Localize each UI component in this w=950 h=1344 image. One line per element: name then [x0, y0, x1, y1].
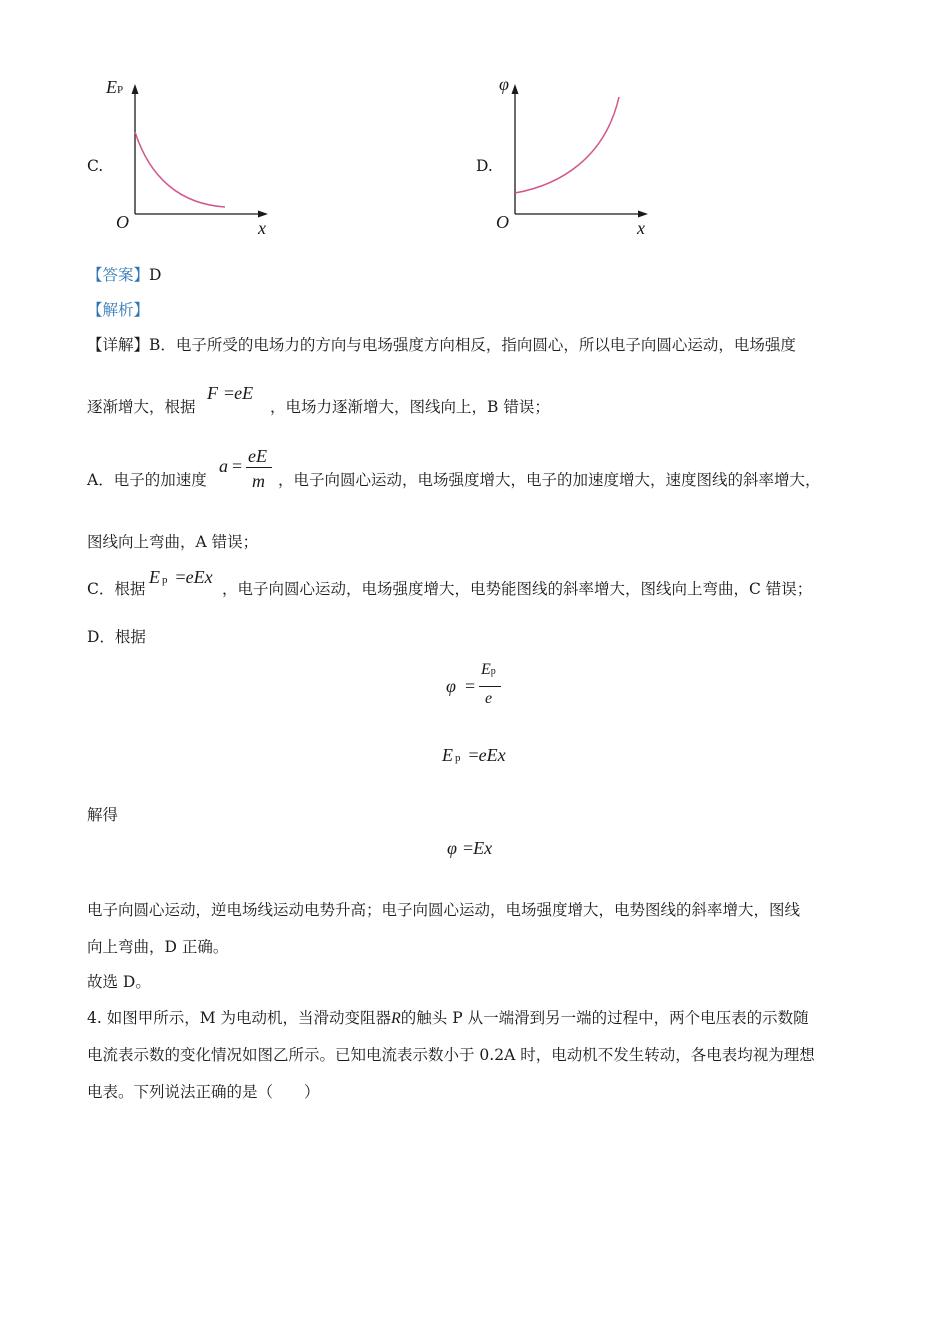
detail-d-conclusion-2: 向上弯曲，D 正确。: [87, 938, 229, 956]
y-axis-arrow: [132, 84, 139, 94]
formula-a-fraction-bar: [246, 467, 272, 468]
detail-d-conclusion-1: 电子向圆心运动，逆电场线运动电势升高；电子向圆心运动，电场强度增大，电势图线的斜率增大，图线: [87, 901, 801, 919]
detail-d-pre: D．根据: [87, 628, 146, 646]
eq1-denominator: e: [485, 690, 493, 707]
option-d-origin: O: [496, 212, 509, 232]
detail-b-line1: 【详解】B．电子所受的电场力的方向与电场强度方向相反，指向圆心，所以电子向圆心运动，电场强度: [87, 336, 796, 354]
q4-line3: 电表。下列说法正确的是（ ）: [87, 1083, 320, 1101]
option-d-y-label: φ: [499, 74, 509, 94]
answer-line: [87, 268, 161, 284]
detail-a-post: ，电子向圆心运动，电场强度增大，电子的加速度增大，速度图线的斜率增大，: [278, 471, 821, 489]
q4-line2: 电流表示数的变化情况如图乙所示。已知电流表示数小于 0.2A 时，电动机不发生转动，各电表均视为理想: [87, 1046, 815, 1064]
answer-value: D: [149, 266, 162, 284]
eq1-eq: =: [465, 676, 476, 696]
analysis-tag: 【解析】: [87, 301, 150, 319]
eq1-fraction-bar: [479, 686, 501, 687]
x-axis-arrow: [258, 211, 268, 218]
detail-c-pre: C．根据: [87, 580, 146, 598]
formula-a-numerator: eE: [248, 446, 267, 466]
y-axis-arrow: [512, 84, 519, 94]
q4-line1: 4. 如图甲所示，M 为电动机，当滑动变阻器R的触头 P 从一端滑到另一端的过程中，两个电压表的示数随: [87, 1009, 809, 1027]
formula-ep-eq-eex: Ep =eEx: [149, 567, 213, 587]
x-axis-arrow: [638, 211, 648, 218]
detail-b-line2-post: ，电场力逐渐增大，图线向上，B 错误；: [270, 398, 550, 416]
option-d-x-label: x: [637, 218, 645, 238]
formula-a-lhs: a =: [219, 456, 243, 476]
option-c-x-label: x: [258, 218, 266, 238]
detail-b-line2-pre: 逐渐增大，根据: [87, 398, 196, 416]
eq1-numerator: Ep: [481, 661, 496, 678]
formula-f-eq-ee: F =eE: [207, 383, 254, 403]
ep-curve: [135, 132, 225, 207]
eq2: Ep =eEx: [442, 745, 506, 765]
detail-a-line2: 图线向上弯曲，A 错误；: [87, 533, 259, 551]
eq3: φ =Ex: [447, 838, 493, 858]
option-c-origin: O: [116, 212, 129, 232]
detail-tag: 【详解】: [87, 336, 150, 354]
detail-c-post: ，电子向圆心运动，电场强度增大，电势能图线的斜率增大，图线向上弯曲，C 错误；: [222, 580, 813, 598]
formula-a-denominator: m: [252, 471, 265, 491]
choose-line: 故选 D。: [87, 973, 151, 991]
detail-a-pre: A．电子的加速度: [87, 471, 207, 489]
eq1-lhs: φ: [446, 676, 456, 696]
option-c-y-label: EP: [106, 77, 124, 97]
option-d-label: D.: [476, 157, 493, 175]
phi-curve: [515, 97, 619, 193]
option-c-label: C.: [87, 157, 104, 175]
solve-label: 解得: [87, 806, 119, 824]
answer-tag: 【答案】: [87, 266, 150, 284]
